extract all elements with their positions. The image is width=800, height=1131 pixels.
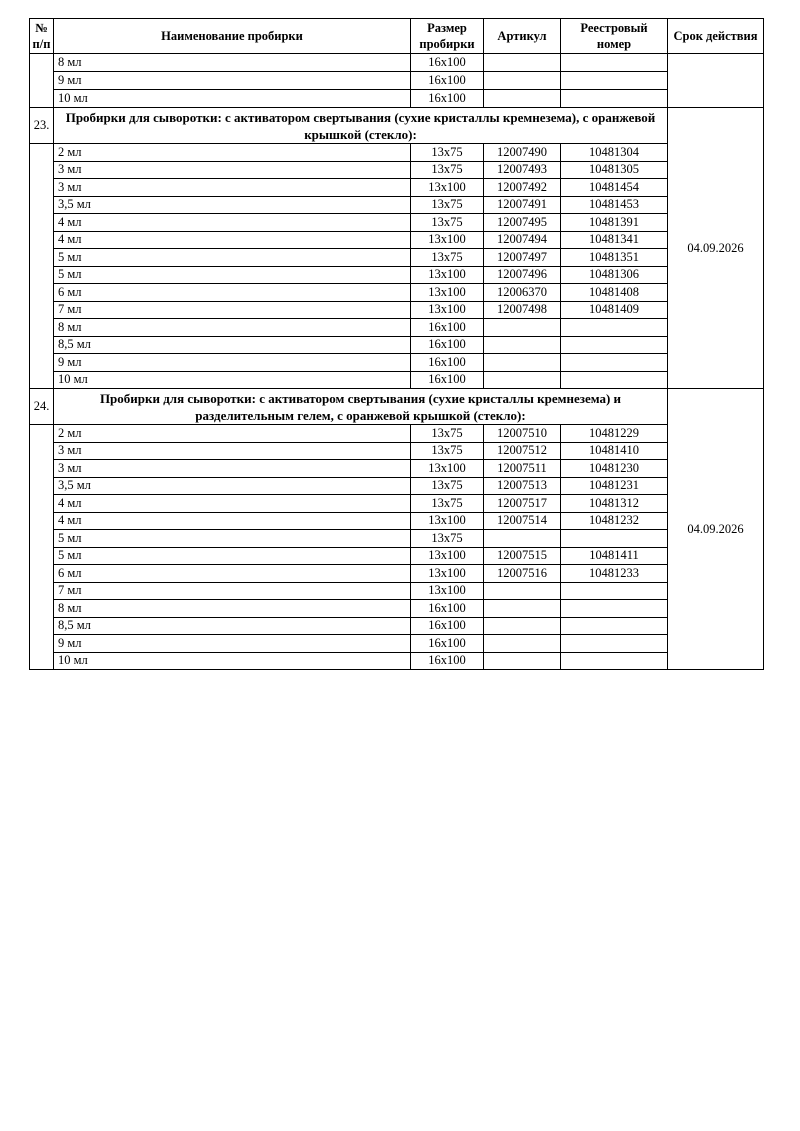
reg-number-cell [561,600,668,618]
reg-number-cell: 10481454 [561,179,668,197]
tube-name-cell: 4 мл [54,495,411,513]
article-cell [484,54,561,72]
table-row [30,565,764,583]
section-number-cell [30,54,54,108]
tube-name-cell: 8 мл [54,54,411,72]
article-cell [484,600,561,618]
article-cell: 12007517 [484,495,561,513]
table-row [30,161,764,179]
table-row [30,301,764,319]
article-cell: 12007510 [484,425,561,443]
tube-name-cell: 4 мл [54,512,411,530]
tube-size-cell: 13x100 [411,231,484,249]
article-cell: 12007494 [484,231,561,249]
article-cell [484,72,561,90]
reg-number-cell: 10481409 [561,301,668,319]
tube-name-cell: 2 мл [54,425,411,443]
tube-name-cell: 9 мл [54,635,411,653]
tube-name-cell: 10 мл [54,371,411,389]
reg-number-cell: 10481411 [561,547,668,565]
article-cell: 12007515 [484,547,561,565]
reg-number-cell: 10481229 [561,425,668,443]
table-row [30,600,764,618]
tube-size-cell: 13x75 [411,425,484,443]
article-cell: 12007493 [484,161,561,179]
col-header-num: № п/п [30,19,54,54]
article-cell: 12007513 [484,477,561,495]
article-cell [484,336,561,354]
reg-number-cell: 10481230 [561,460,668,478]
reg-number-cell [561,354,668,372]
tube-size-cell: 16x100 [411,54,484,72]
article-cell [484,582,561,600]
table-row [30,582,764,600]
tube-name-cell: 4 мл [54,231,411,249]
tube-name-cell: 8 мл [54,600,411,618]
validity-cell: 04.09.2026 [668,389,764,670]
article-cell: 12007490 [484,144,561,162]
reg-number-cell [561,336,668,354]
tube-size-cell: 13x100 [411,565,484,583]
table-row [30,547,764,565]
tube-size-cell: 13x100 [411,512,484,530]
tube-name-cell: 10 мл [54,652,411,670]
table-row [30,495,764,513]
tube-size-cell: 13x100 [411,284,484,302]
reg-number-cell: 10481312 [561,495,668,513]
article-cell: 12007498 [484,301,561,319]
reg-number-cell: 10481408 [561,284,668,302]
article-cell [484,617,561,635]
reg-number-cell [561,652,668,670]
tube-size-cell: 13x100 [411,460,484,478]
reg-number-cell: 10481232 [561,512,668,530]
tube-size-cell: 16x100 [411,354,484,372]
reg-number-cell [561,635,668,653]
table-row [30,249,764,267]
tube-size-cell: 13x75 [411,442,484,460]
col-header-article: Артикул [484,19,561,54]
tube-name-cell: 5 мл [54,530,411,548]
tube-name-cell: 3,5 мл [54,196,411,214]
tube-size-cell: 16x100 [411,600,484,618]
section-header-row [30,108,764,144]
tube-name-cell: 9 мл [54,354,411,372]
article-cell: 12007516 [484,565,561,583]
tube-name-cell: 6 мл [54,284,411,302]
section-number-cell: 23. [30,108,54,144]
table-row [30,336,764,354]
table-row [30,652,764,670]
reg-number-cell: 10481410 [561,442,668,460]
col-header-reg: Реестровый номер [561,19,668,54]
tube-size-cell: 16x100 [411,319,484,337]
article-cell [484,652,561,670]
article-cell: 12007512 [484,442,561,460]
tube-name-cell: 10 мл [54,90,411,108]
table-row [30,617,764,635]
table-row [30,72,764,90]
table-row [30,442,764,460]
tube-name-cell: 4 мл [54,214,411,232]
reg-number-cell [561,54,668,72]
tube-name-cell: 3 мл [54,460,411,478]
tube-name-cell: 3 мл [54,442,411,460]
reg-number-cell: 10481231 [561,477,668,495]
col-header-name: Наименование пробирки [54,19,411,54]
table-row [30,425,764,443]
reg-number-cell: 10481306 [561,266,668,284]
tube-name-cell: 5 мл [54,547,411,565]
tube-name-cell: 8 мл [54,319,411,337]
article-cell [484,530,561,548]
tube-name-cell: 7 мл [54,301,411,319]
col-header-size: Размер пробирки [411,19,484,54]
tube-size-cell: 16x100 [411,371,484,389]
tube-name-cell: 2 мл [54,144,411,162]
article-cell: 12007514 [484,512,561,530]
reg-number-cell: 10481233 [561,565,668,583]
table-row [30,179,764,197]
tube-size-cell: 16x100 [411,652,484,670]
article-cell [484,635,561,653]
article-cell: 12007496 [484,266,561,284]
reg-number-cell: 10481391 [561,214,668,232]
table-row [30,231,764,249]
table-row [30,319,764,337]
tube-size-cell: 16x100 [411,336,484,354]
reg-number-cell [561,90,668,108]
validity-cell [668,54,764,108]
table-row [30,196,764,214]
tube-size-cell: 16x100 [411,72,484,90]
tube-size-cell: 13x75 [411,477,484,495]
article-cell [484,371,561,389]
reg-number-cell: 10481351 [561,249,668,267]
table-row [30,512,764,530]
section-number-spacer-cell [30,144,54,389]
table-row [30,460,764,478]
article-cell [484,90,561,108]
reg-number-cell [561,530,668,548]
tube-size-cell: 16x100 [411,90,484,108]
article-cell: 12007495 [484,214,561,232]
table-row [30,354,764,372]
article-cell: 12007491 [484,196,561,214]
article-cell: 12007511 [484,460,561,478]
tube-name-cell: 6 мл [54,565,411,583]
reg-number-cell: 10481341 [561,231,668,249]
tube-name-cell: 3 мл [54,161,411,179]
reg-number-cell [561,582,668,600]
col-header-validity: Срок действия [668,19,764,54]
tube-size-cell: 13x75 [411,530,484,548]
article-cell: 12007492 [484,179,561,197]
table-row [30,530,764,548]
section-title-cell: Пробирки для сыворотки: с активатором свертывания (сухие кристаллы кремнезема), с оранжевой крышкой (стекло): [54,108,668,144]
reg-number-cell [561,371,668,389]
tube-size-cell: 13x100 [411,179,484,197]
tube-name-cell: 8,5 мл [54,617,411,635]
reg-number-cell: 10481304 [561,144,668,162]
tube-size-cell: 13x75 [411,161,484,179]
table-header-row [30,19,764,54]
reg-number-cell: 10481453 [561,196,668,214]
tube-name-cell: 9 мл [54,72,411,90]
article-cell: 12007497 [484,249,561,267]
article-cell: 12006370 [484,284,561,302]
tube-size-cell: 13x100 [411,582,484,600]
tube-name-cell: 5 мл [54,249,411,267]
table-row [30,214,764,232]
tube-name-cell: 8,5 мл [54,336,411,354]
validity-cell: 04.09.2026 [668,108,764,389]
table-row [30,371,764,389]
tube-size-cell: 13x100 [411,301,484,319]
table-row [30,635,764,653]
reg-number-cell [561,72,668,90]
tube-size-cell: 13x75 [411,196,484,214]
reg-number-cell [561,319,668,337]
article-cell [484,319,561,337]
table-row [30,266,764,284]
tube-registry-table [29,18,764,670]
table-row [30,284,764,302]
tube-size-cell: 13x100 [411,547,484,565]
tube-size-cell: 16x100 [411,635,484,653]
tube-size-cell: 13x75 [411,144,484,162]
tube-size-cell: 13x75 [411,495,484,513]
reg-number-cell: 10481305 [561,161,668,179]
tube-size-cell: 13x75 [411,214,484,232]
section-title-cell: Пробирки для сыворотки: с активатором свертывания (сухие кристаллы кремнезема) и разделительным гелем, с оранжевой крышкой (стекло): [54,389,668,425]
tube-size-cell: 13x100 [411,266,484,284]
reg-number-cell [561,617,668,635]
table-row [30,90,764,108]
tube-name-cell: 3,5 мл [54,477,411,495]
section-number-cell: 24. [30,389,54,425]
tube-name-cell: 3 мл [54,179,411,197]
tube-size-cell: 16x100 [411,617,484,635]
section-header-row [30,389,764,425]
tube-size-cell: 13x75 [411,249,484,267]
section-number-spacer-cell [30,425,54,670]
table-row [30,477,764,495]
tube-name-cell: 5 мл [54,266,411,284]
table-row [30,54,764,72]
table-row [30,144,764,162]
tube-name-cell: 7 мл [54,582,411,600]
article-cell [484,354,561,372]
